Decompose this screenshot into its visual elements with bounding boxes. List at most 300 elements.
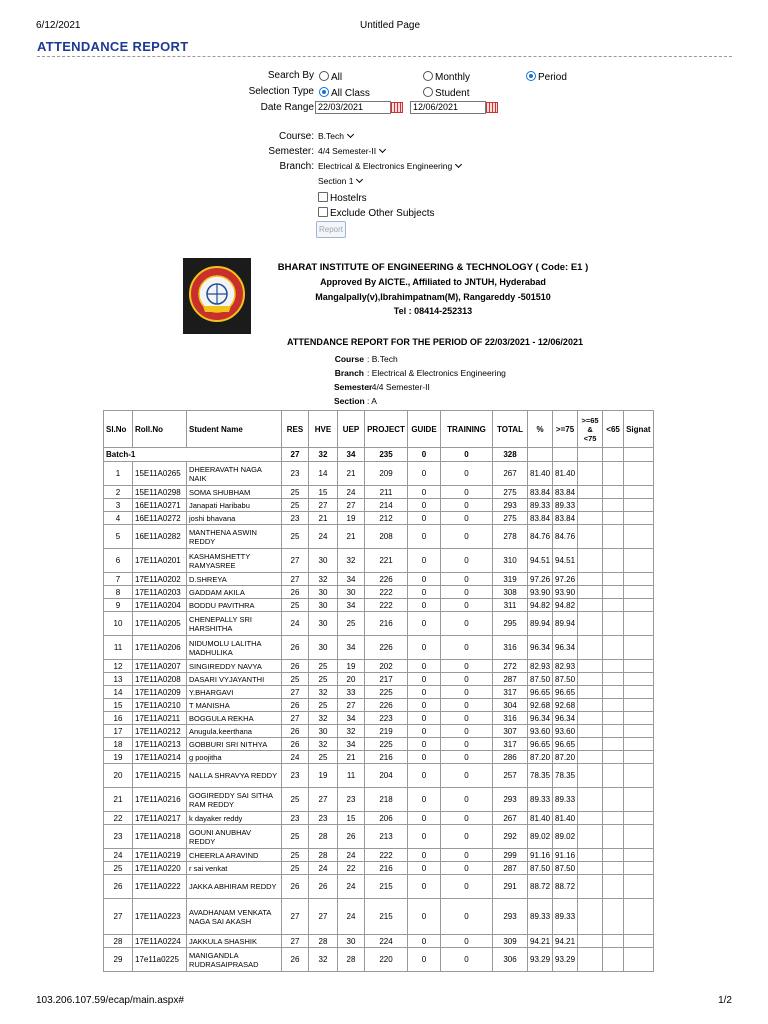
batch-label: Batch-1 bbox=[104, 448, 282, 462]
table-cell: 96.34 bbox=[553, 712, 578, 725]
table-cell: 272 bbox=[493, 660, 528, 673]
empty-cell bbox=[624, 764, 653, 788]
meta-course: Course : B.Tech bbox=[334, 354, 398, 364]
table-cell: 14 bbox=[104, 686, 133, 699]
student-name-cell: KASHAMSHETTY RAMYASREE bbox=[187, 549, 282, 573]
table-cell: 22 bbox=[338, 862, 365, 875]
table-cell: 0 bbox=[408, 712, 441, 725]
table-cell: 89.94 bbox=[528, 612, 553, 636]
radio-student[interactable] bbox=[423, 87, 433, 97]
empty-cell bbox=[603, 586, 624, 599]
table-cell: 34 bbox=[338, 599, 365, 612]
table-row bbox=[104, 512, 654, 525]
table-cell: 19 bbox=[309, 764, 338, 788]
student-name-cell: BOGGULA REKHA bbox=[187, 712, 282, 725]
table-cell: 78.35 bbox=[528, 764, 553, 788]
table-row bbox=[104, 875, 654, 899]
title-divider bbox=[37, 56, 732, 57]
table-cell: 278 bbox=[493, 525, 528, 549]
roll-number-cell: 17E11A0212 bbox=[133, 725, 187, 738]
empty-cell bbox=[624, 586, 653, 599]
roll-number-cell: 17E11A0214 bbox=[133, 751, 187, 764]
calendar-from-icon[interactable] bbox=[391, 102, 403, 113]
roll-number-cell: 16E11A0272 bbox=[133, 512, 187, 525]
roll-number-cell: 16E11A0271 bbox=[133, 499, 187, 512]
table-cell: 0 bbox=[408, 899, 441, 935]
header-cell: Roll.No bbox=[133, 411, 187, 448]
table-cell: 81.40 bbox=[528, 462, 553, 486]
table-cell: 25 bbox=[282, 486, 309, 499]
table-cell: 0 bbox=[408, 660, 441, 673]
header-cell: >=65 & <75 bbox=[578, 411, 603, 448]
checkbox-box[interactable] bbox=[318, 207, 328, 217]
table-cell: 299 bbox=[493, 849, 528, 862]
table-cell: 97.26 bbox=[553, 573, 578, 586]
table-row bbox=[104, 751, 654, 764]
empty-cell bbox=[578, 935, 603, 948]
empty-cell bbox=[603, 573, 624, 586]
table-cell: 28 bbox=[104, 935, 133, 948]
table-cell: 16 bbox=[104, 712, 133, 725]
table-cell: 28 bbox=[338, 948, 365, 972]
roll-number-cell: 15E11A0265 bbox=[133, 462, 187, 486]
empty-cell bbox=[603, 738, 624, 751]
empty-cell bbox=[578, 499, 603, 512]
print-page-number: 1/2 bbox=[718, 995, 732, 1006]
table-cell: 94.51 bbox=[553, 549, 578, 573]
table-cell: 2 bbox=[104, 486, 133, 499]
table-cell: 96.34 bbox=[553, 636, 578, 660]
table-cell: 0 bbox=[408, 849, 441, 862]
table-cell: 0 bbox=[441, 549, 493, 573]
empty-cell bbox=[624, 636, 653, 660]
empty-cell bbox=[578, 812, 603, 825]
table-cell: 19 bbox=[338, 660, 365, 673]
table-cell: 88.72 bbox=[553, 875, 578, 899]
table-cell: 87.20 bbox=[553, 751, 578, 764]
table-cell: 24 bbox=[338, 899, 365, 935]
radio-all[interactable] bbox=[319, 71, 329, 81]
table-cell: 34 bbox=[338, 636, 365, 660]
table-cell: 275 bbox=[493, 486, 528, 499]
roll-number-cell: 17E11A0218 bbox=[133, 825, 187, 849]
table-cell: 93.60 bbox=[553, 725, 578, 738]
student-name-cell: NALLA SHRAVYA REDDY bbox=[187, 764, 282, 788]
chevron-down-icon bbox=[455, 161, 462, 168]
table-cell: 219 bbox=[365, 725, 408, 738]
meta-section: Section : A bbox=[334, 396, 377, 406]
empty-cell bbox=[603, 612, 624, 636]
table-cell: 89.33 bbox=[528, 788, 553, 812]
table-cell: 0 bbox=[441, 612, 493, 636]
table-cell: 212 bbox=[365, 512, 408, 525]
table-cell: 25 bbox=[282, 788, 309, 812]
section-select[interactable]: Section 1 bbox=[318, 176, 362, 186]
table-cell: 87.20 bbox=[528, 751, 553, 764]
semester-select[interactable]: 4/4 Semester-II bbox=[318, 146, 385, 156]
student-name-cell: JAKKA ABHIRAM REDDY bbox=[187, 875, 282, 899]
header-cell: UEP bbox=[338, 411, 365, 448]
table-cell: 1 bbox=[104, 462, 133, 486]
table-cell: 0 bbox=[408, 788, 441, 812]
table-cell: 93.29 bbox=[553, 948, 578, 972]
empty-cell bbox=[578, 948, 603, 972]
student-name-cell: Anugula.keerthana bbox=[187, 725, 282, 738]
table-cell: 20 bbox=[338, 673, 365, 686]
table-cell: 0 bbox=[441, 738, 493, 751]
table-cell: 10 bbox=[104, 612, 133, 636]
table-cell: 26 bbox=[282, 699, 309, 712]
table-cell: 18 bbox=[104, 738, 133, 751]
table-cell: 0 bbox=[408, 636, 441, 660]
table-row bbox=[104, 586, 654, 599]
institute-telephone: Tel : 08414-252313 bbox=[393, 306, 473, 316]
search-by-label: Search By bbox=[267, 70, 314, 81]
semester-label: Semester: bbox=[268, 146, 314, 157]
empty-cell bbox=[603, 686, 624, 699]
table-cell: 11 bbox=[338, 764, 365, 788]
table-cell: 96.65 bbox=[553, 686, 578, 699]
table-cell: 27 bbox=[282, 573, 309, 586]
table-cell: 316 bbox=[493, 712, 528, 725]
student-name-cell: GOGIREDDY SAI SITHA RAM REDDY bbox=[187, 788, 282, 812]
roll-number-cell: 17E11A0211 bbox=[133, 712, 187, 725]
table-cell: 27 bbox=[309, 499, 338, 512]
empty-cell bbox=[624, 751, 653, 764]
table-row bbox=[104, 573, 654, 586]
empty-cell bbox=[603, 462, 624, 486]
search-by-period-option[interactable]: Period bbox=[526, 71, 567, 83]
empty-cell bbox=[603, 899, 624, 935]
batch-total-cell: 34 bbox=[338, 448, 365, 462]
table-cell: 319 bbox=[493, 573, 528, 586]
table-cell: 204 bbox=[365, 764, 408, 788]
table-cell: 0 bbox=[408, 699, 441, 712]
table-cell: 6 bbox=[104, 549, 133, 573]
empty-cell bbox=[578, 875, 603, 899]
roll-number-cell: 16E11A0282 bbox=[133, 525, 187, 549]
table-cell: 317 bbox=[493, 738, 528, 751]
table-cell: 33 bbox=[338, 686, 365, 699]
table-cell: 222 bbox=[365, 849, 408, 862]
table-cell: 27 bbox=[282, 935, 309, 948]
student-name-cell: GOUNI ANUBHAV REDDY bbox=[187, 825, 282, 849]
student-name-cell: MANTHENA ASWIN REDDY bbox=[187, 525, 282, 549]
print-date: 6/12/2021 bbox=[36, 20, 81, 31]
table-cell: 291 bbox=[493, 875, 528, 899]
roll-number-cell: 17E11A0219 bbox=[133, 849, 187, 862]
table-cell: 87.50 bbox=[528, 862, 553, 875]
empty-cell bbox=[624, 862, 653, 875]
table-cell: 34 bbox=[338, 738, 365, 751]
empty-cell bbox=[578, 586, 603, 599]
table-cell: 0 bbox=[441, 764, 493, 788]
date-range-label: Date Range bbox=[260, 102, 314, 113]
selection-all-class-option[interactable]: All Class bbox=[319, 87, 370, 99]
table-row bbox=[104, 686, 654, 699]
table-cell: 0 bbox=[408, 573, 441, 586]
course-select[interactable]: B.Tech bbox=[318, 131, 353, 141]
table-cell: 14 bbox=[309, 462, 338, 486]
table-cell: 0 bbox=[441, 525, 493, 549]
table-cell: 83.84 bbox=[528, 512, 553, 525]
table-row bbox=[104, 549, 654, 573]
empty-cell bbox=[624, 948, 653, 972]
table-cell: 24 bbox=[282, 612, 309, 636]
table-cell: 0 bbox=[408, 462, 441, 486]
student-name-cell: r sai venkat bbox=[187, 862, 282, 875]
empty-cell bbox=[603, 849, 624, 862]
table-cell: 225 bbox=[365, 738, 408, 751]
search-by-all-option[interactable]: All bbox=[319, 71, 342, 83]
table-cell: 32 bbox=[309, 712, 338, 725]
table-cell: 25 bbox=[282, 525, 309, 549]
branch-label: Branch: bbox=[279, 161, 314, 172]
empty-cell bbox=[603, 812, 624, 825]
table-cell: 0 bbox=[441, 725, 493, 738]
table-cell: 293 bbox=[493, 499, 528, 512]
empty-cell bbox=[578, 512, 603, 525]
empty-cell bbox=[578, 686, 603, 699]
table-row bbox=[104, 825, 654, 849]
table-cell: 0 bbox=[441, 660, 493, 673]
table-cell: 27 bbox=[282, 899, 309, 935]
empty-cell bbox=[578, 712, 603, 725]
table-cell: 89.02 bbox=[528, 825, 553, 849]
meta-branch: Branch : Electrical & Electronics Engineering bbox=[334, 368, 506, 378]
table-cell: 13 bbox=[104, 673, 133, 686]
empty-cell bbox=[603, 712, 624, 725]
table-cell: 202 bbox=[365, 660, 408, 673]
empty-cell bbox=[578, 751, 603, 764]
table-cell: 4 bbox=[104, 512, 133, 525]
empty-cell bbox=[603, 948, 624, 972]
table-cell: 0 bbox=[441, 462, 493, 486]
table-cell: 221 bbox=[365, 549, 408, 573]
table-cell: 293 bbox=[493, 788, 528, 812]
checkbox-box[interactable] bbox=[318, 192, 328, 202]
student-name-cell: NIDUMOLU LALITHA MADHULIKA bbox=[187, 636, 282, 660]
date-to-input[interactable]: 12/06/2021 bbox=[410, 101, 486, 114]
attendance-table-body bbox=[104, 448, 654, 972]
table-cell: 0 bbox=[441, 712, 493, 725]
student-name-cell: joshi bhavana bbox=[187, 512, 282, 525]
student-name-cell: GADDAM AKILA bbox=[187, 586, 282, 599]
empty-cell bbox=[578, 660, 603, 673]
empty-cell bbox=[578, 549, 603, 573]
table-cell: 11 bbox=[104, 636, 133, 660]
empty-cell bbox=[624, 935, 653, 948]
table-cell: 287 bbox=[493, 673, 528, 686]
roll-number-cell: 17E11A0202 bbox=[133, 573, 187, 586]
header-cell: <65 bbox=[603, 411, 624, 448]
student-name-cell: GOBBURI SRI NITHYA bbox=[187, 738, 282, 751]
roll-number-cell: 17E11A0204 bbox=[133, 599, 187, 612]
report-title: ATTENDANCE REPORT bbox=[37, 39, 189, 54]
table-cell: 310 bbox=[493, 549, 528, 573]
table-cell: 8 bbox=[104, 586, 133, 599]
table-cell: 0 bbox=[408, 486, 441, 499]
empty-cell bbox=[624, 825, 653, 849]
radio-monthly[interactable] bbox=[423, 71, 433, 81]
table-row bbox=[104, 673, 654, 686]
empty-cell bbox=[578, 486, 603, 499]
selection-student-option[interactable]: Student bbox=[423, 87, 469, 99]
empty-cell bbox=[624, 486, 653, 499]
table-cell: 21 bbox=[338, 751, 365, 764]
table-cell: 23 bbox=[338, 788, 365, 812]
header-cell: RES bbox=[282, 411, 309, 448]
roll-number-cell: 17E11A0215 bbox=[133, 764, 187, 788]
table-cell: 19 bbox=[338, 512, 365, 525]
meta-semester: Semester: 4/4 Semester-II bbox=[334, 382, 430, 392]
table-cell: 84.76 bbox=[553, 525, 578, 549]
table-cell: 92.68 bbox=[553, 699, 578, 712]
table-cell: 224 bbox=[365, 935, 408, 948]
hostelers-checkbox[interactable]: Hostelrs bbox=[318, 192, 367, 204]
roll-number-cell: 17E11A0224 bbox=[133, 935, 187, 948]
table-cell: 83.84 bbox=[528, 486, 553, 499]
table-cell: 0 bbox=[441, 486, 493, 499]
empty-cell bbox=[624, 686, 653, 699]
table-cell: 24 bbox=[338, 875, 365, 899]
table-cell: 87.50 bbox=[553, 862, 578, 875]
table-row bbox=[104, 738, 654, 751]
table-cell: 211 bbox=[365, 486, 408, 499]
table-cell: 208 bbox=[365, 525, 408, 549]
table-cell: 308 bbox=[493, 586, 528, 599]
table-cell: 0 bbox=[408, 875, 441, 899]
table-cell: 81.40 bbox=[553, 462, 578, 486]
table-cell: 93.60 bbox=[528, 725, 553, 738]
table-cell: 27 bbox=[282, 549, 309, 573]
table-cell: 25 bbox=[309, 660, 338, 673]
table-cell: 25 bbox=[282, 499, 309, 512]
empty-cell bbox=[578, 699, 603, 712]
table-cell: 0 bbox=[408, 948, 441, 972]
table-cell: 25 bbox=[282, 825, 309, 849]
search-by-monthly-option[interactable]: Monthly bbox=[423, 71, 470, 83]
calendar-to-icon[interactable] bbox=[486, 102, 498, 113]
empty-cell bbox=[624, 849, 653, 862]
empty-cell bbox=[603, 751, 624, 764]
exclude-other-subjects-checkbox[interactable]: Exclude Other Subjects bbox=[318, 207, 435, 219]
empty-cell bbox=[578, 725, 603, 738]
table-row bbox=[104, 812, 654, 825]
print-url: 103.206.107.59/ecap/main.aspx# bbox=[36, 995, 184, 1006]
empty-cell bbox=[624, 725, 653, 738]
table-cell: 26 bbox=[282, 738, 309, 751]
table-cell: 30 bbox=[309, 599, 338, 612]
table-cell: 26 bbox=[282, 725, 309, 738]
table-cell: 82.93 bbox=[553, 660, 578, 673]
table-cell: 96.65 bbox=[553, 738, 578, 751]
roll-number-cell: 15E11A0298 bbox=[133, 486, 187, 499]
chevron-down-icon bbox=[379, 146, 386, 153]
student-name-cell: g poojitha bbox=[187, 751, 282, 764]
table-cell: 83.84 bbox=[553, 512, 578, 525]
table-cell: 32 bbox=[338, 549, 365, 573]
empty-cell bbox=[603, 660, 624, 673]
radio-all-class[interactable] bbox=[319, 87, 329, 97]
table-cell: 96.34 bbox=[528, 712, 553, 725]
table-cell: 89.94 bbox=[553, 612, 578, 636]
table-cell: 32 bbox=[309, 948, 338, 972]
empty-cell bbox=[578, 862, 603, 875]
roll-number-cell: 17E11A0209 bbox=[133, 686, 187, 699]
table-cell: 24 bbox=[338, 486, 365, 499]
report-button[interactable]: Report bbox=[316, 221, 346, 238]
table-cell: 218 bbox=[365, 788, 408, 812]
table-cell: 306 bbox=[493, 948, 528, 972]
table-cell: 5 bbox=[104, 525, 133, 549]
date-from-input[interactable]: 22/03/2021 bbox=[315, 101, 391, 114]
table-cell: 0 bbox=[408, 612, 441, 636]
table-cell: 89.33 bbox=[553, 499, 578, 512]
table-cell: 30 bbox=[309, 636, 338, 660]
radio-period[interactable] bbox=[526, 71, 536, 81]
table-cell: 30 bbox=[309, 725, 338, 738]
table-cell: 32 bbox=[309, 686, 338, 699]
empty-cell bbox=[578, 599, 603, 612]
branch-select[interactable]: Electrical & Electronics Engineering bbox=[318, 161, 461, 171]
empty-cell bbox=[624, 549, 653, 573]
table-cell: 78.35 bbox=[553, 764, 578, 788]
empty-cell bbox=[578, 849, 603, 862]
table-cell: 257 bbox=[493, 764, 528, 788]
table-cell: 0 bbox=[408, 751, 441, 764]
table-cell: 26 bbox=[309, 875, 338, 899]
table-cell: 19 bbox=[104, 751, 133, 764]
table-cell: 216 bbox=[365, 751, 408, 764]
table-row bbox=[104, 462, 654, 486]
table-cell: 25 bbox=[282, 599, 309, 612]
table-cell: 26 bbox=[338, 825, 365, 849]
table-cell: 29 bbox=[104, 948, 133, 972]
table-cell: 0 bbox=[441, 849, 493, 862]
table-cell: 30 bbox=[309, 612, 338, 636]
empty-cell bbox=[624, 699, 653, 712]
table-cell: 22 bbox=[104, 812, 133, 825]
table-cell: 32 bbox=[309, 738, 338, 751]
chevron-down-icon bbox=[356, 176, 363, 183]
empty-cell bbox=[603, 764, 624, 788]
table-cell: 89.33 bbox=[528, 499, 553, 512]
table-cell: 0 bbox=[441, 512, 493, 525]
table-cell: 226 bbox=[365, 699, 408, 712]
table-cell: 30 bbox=[338, 586, 365, 599]
table-cell: 94.21 bbox=[553, 935, 578, 948]
table-cell: 216 bbox=[365, 612, 408, 636]
table-row bbox=[104, 899, 654, 935]
table-cell: 0 bbox=[408, 673, 441, 686]
table-cell: 27 bbox=[309, 788, 338, 812]
table-cell: 89.33 bbox=[553, 788, 578, 812]
table-cell: 0 bbox=[408, 862, 441, 875]
header-cell: HVE bbox=[309, 411, 338, 448]
table-cell: 27 bbox=[338, 699, 365, 712]
student-name-cell: SOMA SHUBHAM bbox=[187, 486, 282, 499]
table-cell: 0 bbox=[441, 573, 493, 586]
table-cell: 27 bbox=[282, 686, 309, 699]
table-cell: 94.82 bbox=[553, 599, 578, 612]
table-cell: 32 bbox=[309, 573, 338, 586]
table-cell: 96.65 bbox=[528, 738, 553, 751]
header-cell: TRAINING bbox=[441, 411, 493, 448]
table-cell: 0 bbox=[408, 764, 441, 788]
table-cell: 292 bbox=[493, 825, 528, 849]
empty-cell bbox=[624, 812, 653, 825]
